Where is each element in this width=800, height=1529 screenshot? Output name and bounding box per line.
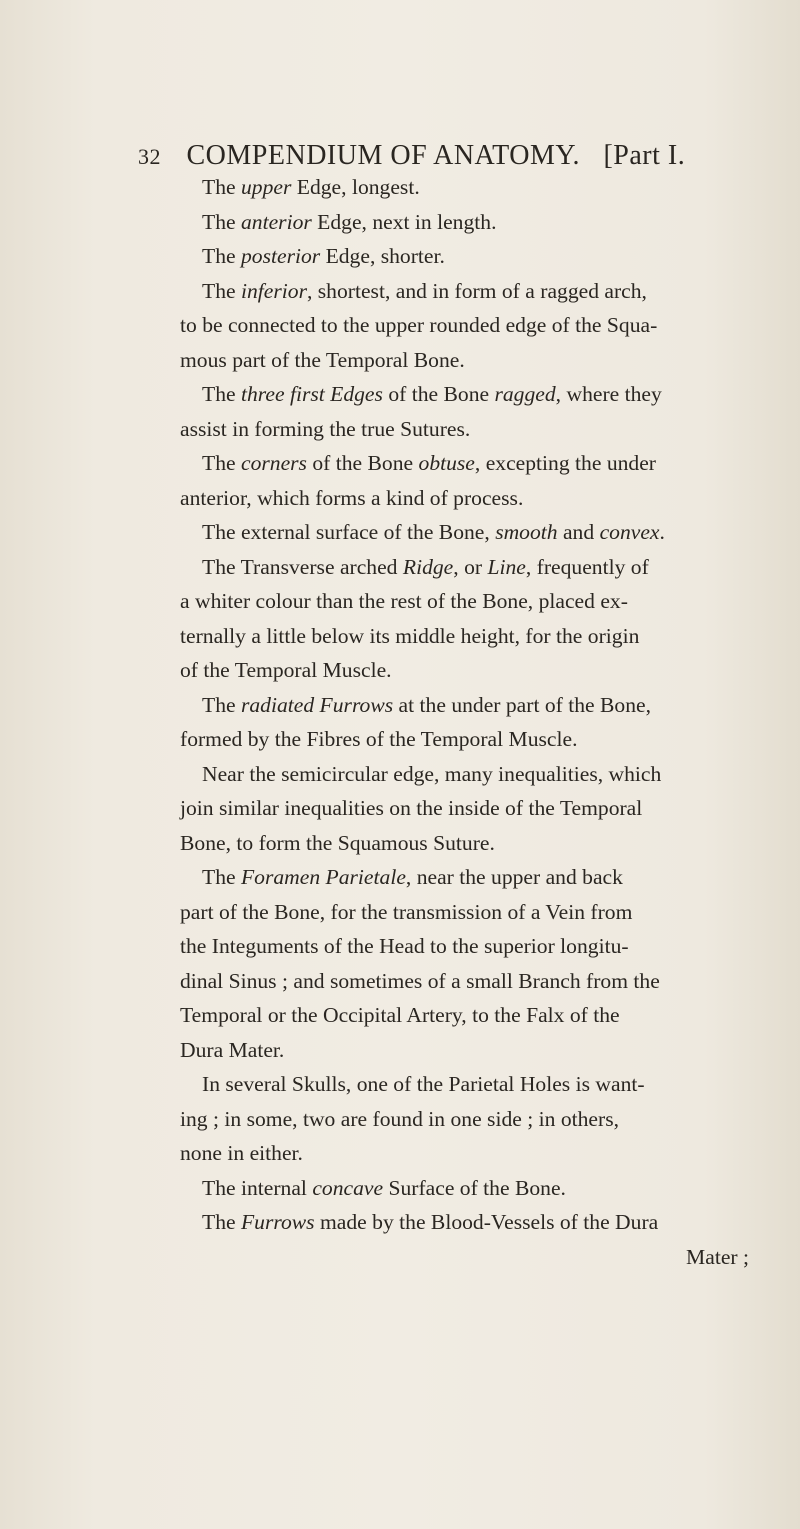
text-run: The: [202, 175, 241, 199]
running-header: [138, 140, 778, 172]
text-line: [180, 1033, 755, 1068]
catchword: Mater ;: [686, 1244, 749, 1269]
text-run: of the Bone: [306, 451, 419, 475]
text-line: [180, 1205, 755, 1240]
text-run: Surface of the Bone.: [383, 1175, 566, 1200]
text-run: In several Skulls, one of the Parietal Holes is want-: [202, 1072, 645, 1096]
text-run: The: [202, 865, 241, 889]
text-run: , near the upper and back: [405, 865, 623, 889]
italic-term: smooth: [495, 520, 558, 544]
text-run: The: [202, 244, 241, 268]
text-line: [180, 1067, 755, 1102]
text-run: The internal: [202, 1175, 313, 1200]
text-run: , frequently of: [525, 554, 649, 579]
text-run: to be connected to the upper rounded edge of the Squa-: [180, 313, 658, 337]
italic-term: ragged: [494, 382, 556, 406]
text-run: of the Temporal Muscle.: [180, 658, 392, 682]
italic-term: obtuse: [418, 451, 475, 475]
text-run: , or: [453, 554, 488, 579]
italic-term: Foramen Parietale: [240, 865, 406, 889]
text-line: [180, 550, 755, 585]
text-line: [180, 653, 755, 688]
text-line: [180, 757, 755, 792]
text-line: [180, 308, 755, 343]
text-run: a whiter colour than the rest of the Bone, placed ex-: [180, 589, 628, 613]
text-run: The external surface of the Bone,: [202, 520, 496, 544]
text-line: [180, 274, 755, 309]
text-run: The: [202, 1210, 241, 1234]
text-run: , where they: [555, 382, 662, 406]
text-line: [180, 1136, 755, 1171]
text-run: part of the Bone, for the transmission of a Vein from: [180, 899, 633, 924]
text-run: The: [202, 278, 241, 303]
italic-term: upper: [240, 175, 292, 199]
text-line: [180, 205, 755, 240]
text-run: .: [659, 520, 665, 544]
text-run: ternally a little below its middle height, for the origin: [180, 623, 640, 648]
text-run: The: [202, 209, 241, 234]
text-run: Edge, longest.: [291, 175, 420, 199]
text-run: of the Bone: [382, 382, 495, 406]
text-run: mous part of the Temporal Bone.: [180, 347, 465, 372]
italic-term: Ridge: [402, 554, 454, 579]
text-line: [180, 688, 755, 723]
text-line: [180, 1171, 755, 1206]
text-line: [180, 860, 755, 895]
italic-term: posterior: [240, 244, 321, 268]
italic-term: three first Edges: [240, 382, 383, 406]
text-run: , shortest, and in form of a ragged arch,: [306, 278, 647, 303]
text-line: [180, 964, 755, 999]
text-line: [180, 412, 755, 447]
text-line: [180, 343, 755, 378]
text-run: the Integuments of the Head to the superior longitu-: [180, 934, 629, 958]
text-run: , excepting the under: [474, 451, 656, 475]
page-number: 32: [138, 144, 161, 169]
text-run: The: [202, 451, 241, 475]
text-run: The Transverse arched: [202, 554, 403, 579]
text-line: [180, 1102, 755, 1137]
text-run: Near the semicircular edge, many inequalities, which: [202, 761, 662, 786]
text-run: Edge, shorter.: [320, 244, 445, 268]
text-run: at the under part of the Bone,: [393, 692, 651, 717]
text-line: [180, 722, 755, 757]
text-line: [180, 584, 755, 619]
text-line: [180, 929, 755, 964]
running-title: COMPENDIUM OF ANATOMY.: [186, 140, 580, 171]
text-line: [180, 826, 755, 861]
italic-term: inferior: [240, 278, 307, 303]
text-run: join similar inequalities on the inside of the Temporal: [180, 796, 643, 820]
text-run: The: [202, 692, 241, 717]
text-run: Edge, next in length.: [311, 209, 497, 234]
italic-term: anterior: [240, 209, 312, 234]
text-run: assist in forming the true Sutures.: [180, 416, 471, 441]
text-run: ing ; in some, two are found in one side ; in others,: [180, 1106, 620, 1131]
text-run: none in either.: [180, 1141, 303, 1165]
text-run: The: [202, 382, 241, 406]
italic-term: radiated Furrows: [240, 692, 394, 717]
text-run: formed by the Fibres of the Temporal Muscle.: [180, 727, 578, 751]
text-run: and: [557, 520, 600, 544]
italic-term: Furrows: [240, 1210, 315, 1234]
text-line: [180, 377, 755, 412]
text-run: Bone, to form the Squamous Suture.: [180, 830, 495, 855]
text-run: Dura Mater.: [180, 1037, 285, 1062]
text-run: Temporal or the Occipital Artery, to the Falx of the: [180, 1003, 620, 1027]
text-line: [180, 791, 755, 826]
text-line: [180, 170, 755, 205]
text-line: [180, 619, 755, 654]
italic-term: corners: [240, 451, 307, 475]
italic-term: concave: [312, 1175, 384, 1200]
body-text: [180, 170, 755, 1274]
text-run: made by the Blood-Vessels of the Dura: [314, 1210, 659, 1234]
text-line: [180, 515, 755, 550]
text-line: [180, 239, 755, 274]
text-run: dinal Sinus ; and sometimes of a small Branch from the: [180, 968, 660, 993]
text-line: [180, 446, 755, 481]
text-run: anterior, which forms a kind of process.: [180, 485, 524, 510]
italic-term: convex: [599, 520, 660, 544]
text-line: [180, 481, 755, 516]
part-label: [Part I.: [603, 140, 686, 171]
text-line: [180, 895, 755, 930]
text-line: [180, 998, 755, 1033]
italic-term: Line: [487, 554, 526, 579]
